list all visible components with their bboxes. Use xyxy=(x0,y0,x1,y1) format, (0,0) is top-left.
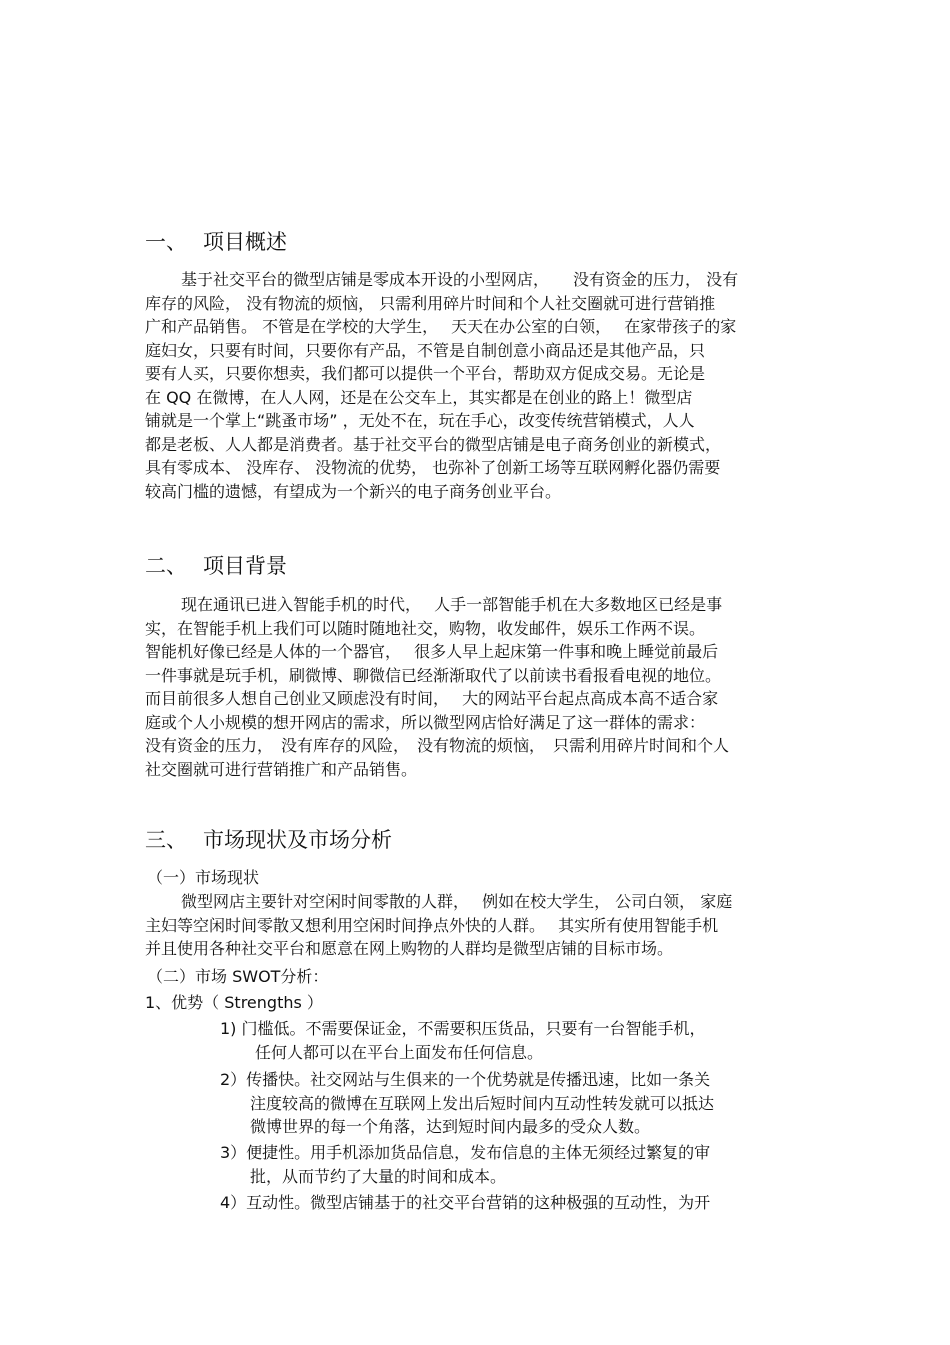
section-heading-market xyxy=(145,825,392,855)
background-paragraph xyxy=(145,593,729,781)
paragraph-line: 库存的风险， 没有物流的烦恼， 只需利用碎片时间和个人社交圈就可进行营销推 xyxy=(145,293,716,313)
paragraph-line: 而目前很多人想自己创业又顾虑没有时间， 大的网站平台起点高成本高不适合家 xyxy=(145,689,719,708)
section-number: 二、 xyxy=(145,554,187,578)
item-line: 3）便捷性。用手机添加货品信息，发布信息的主体无须经过繁复的审 xyxy=(220,1143,711,1162)
paragraph-line: 庭妇女，只要有时间，只要你有产品，不管是自制创意小商品还是其他产品，只 xyxy=(145,340,706,360)
section-number: 三、 xyxy=(145,828,187,852)
item-line: 批，从而节约了大量的时间和成本。 xyxy=(250,1166,507,1186)
market-status-paragraph xyxy=(145,890,732,961)
item-line: 2）传播快。社交网站与生俱来的一个优势就是传播迅速，比如一条关 xyxy=(220,1070,711,1089)
paragraph-line: 智能机好像已经是人体的一个器官， 很多人早上起床第一件事和晚上睡觉前最后 xyxy=(145,642,719,661)
paragraph-line: 具有零成本、 没库存、 没物流的优势， 也弥补了创新工场等互联网孵化器仍需要 xyxy=(145,458,721,477)
paragraph-line: 没有资金的压力， 没有库存的风险， 没有物流的烦恼， 只需利用碎片时间和个人 xyxy=(145,736,730,755)
section-number: 一、 xyxy=(145,230,187,254)
section-heading-background xyxy=(145,551,287,581)
paragraph-line: 要有人买，只要你想卖，我们都可以提供一个平台，帮助双方促成交易。无论是 xyxy=(145,364,706,383)
item-line: 4）互动性。微型店铺基于的社交平台营销的这种极强的互动性，为开 xyxy=(220,1193,711,1212)
paragraph-line: 实，在智能手机上我们可以随时随地社交，购物，收发邮件，娱乐工作两不误。 xyxy=(145,618,706,638)
paragraph-line: 铺就是一个掌上“跳蚤市场” ，无处不在，玩在手心，改变传统营销模式，人人 xyxy=(145,411,695,430)
strength-item xyxy=(220,1141,710,1188)
paragraph-line: 基于社交平台的微型店铺是零成本开设的小型网店， 没有资金的压力， 没有 xyxy=(181,270,739,289)
paragraph-line: 社交圈就可进行营销推广和产品销售。 xyxy=(145,759,418,779)
paragraph-line: 都是老板、人人都是消费者。基于社交平台的微型店铺是电子商务创业的新模式， xyxy=(145,434,722,454)
item-line: 微博世界的每一个角落，达到短时间内最多的受众人数。 xyxy=(250,1117,651,1136)
paragraph-line: 较高门槛的遗憾，有望成为一个新兴的电子商务创业平台。 xyxy=(145,481,562,501)
subheading-market-status: （一）市场现状 xyxy=(147,868,260,887)
overview-paragraph xyxy=(145,268,738,503)
paragraph-line: 并且使用各种社交平台和愿意在网上购物的人群均是微型店铺的目标市场。 xyxy=(145,939,674,958)
subheading-swot: （二）市场 SWOT分析： xyxy=(147,967,329,986)
section-title: 项目背景 xyxy=(203,554,287,578)
paragraph-line: 微型网店主要针对空闲时间零散的人群， 例如在校大学生， 公司白领， 家庭 xyxy=(181,892,733,911)
subheading-strengths: 1、优势（ Strengths ） xyxy=(145,993,323,1012)
paragraph-line: 现在通讯已进入智能手机的时代， 人手一部智能手机在大多数地区已经是事 xyxy=(181,595,723,614)
strength-item xyxy=(220,1017,706,1064)
paragraph-line: 主妇等空闲时间零散又想利用空闲时间挣点外快的人群。 其实所有使用智能手机 xyxy=(145,915,719,935)
section-heading-overview xyxy=(145,227,287,257)
paragraph-line: 广和产品销售。 不管是在学校的大学生， 天天在办公室的白领， 在家带孩子的家 xyxy=(145,317,737,336)
paragraph-line: 一件事就是玩手机，刷微博、聊微信已经渐渐取代了以前读书看报看电视的地位。 xyxy=(145,665,722,685)
paragraph-line: 庭或个人小规模的想开网店的需求，所以微型网店恰好满足了这一群体的需求： xyxy=(145,712,706,732)
item-line: 注度较高的微博在互联网上发出后短时间内互动性转发就可以抵达 xyxy=(250,1093,715,1113)
strength-item xyxy=(220,1068,714,1139)
section-title: 市场现状及市场分析 xyxy=(203,828,392,852)
section-title: 项目概述 xyxy=(203,230,287,254)
item-line: 1) 门槛低。不需要保证金，不需要积压货品，只要有一台智能手机， xyxy=(220,1019,706,1038)
strength-item xyxy=(220,1191,710,1215)
item-line: 任何人都可以在平台上面发布任何信息。 xyxy=(255,1042,544,1062)
paragraph-line: 在 QQ 在微博，在人人网，还是在公交车上，其实都是在创业的路上！微型店 xyxy=(145,387,693,407)
